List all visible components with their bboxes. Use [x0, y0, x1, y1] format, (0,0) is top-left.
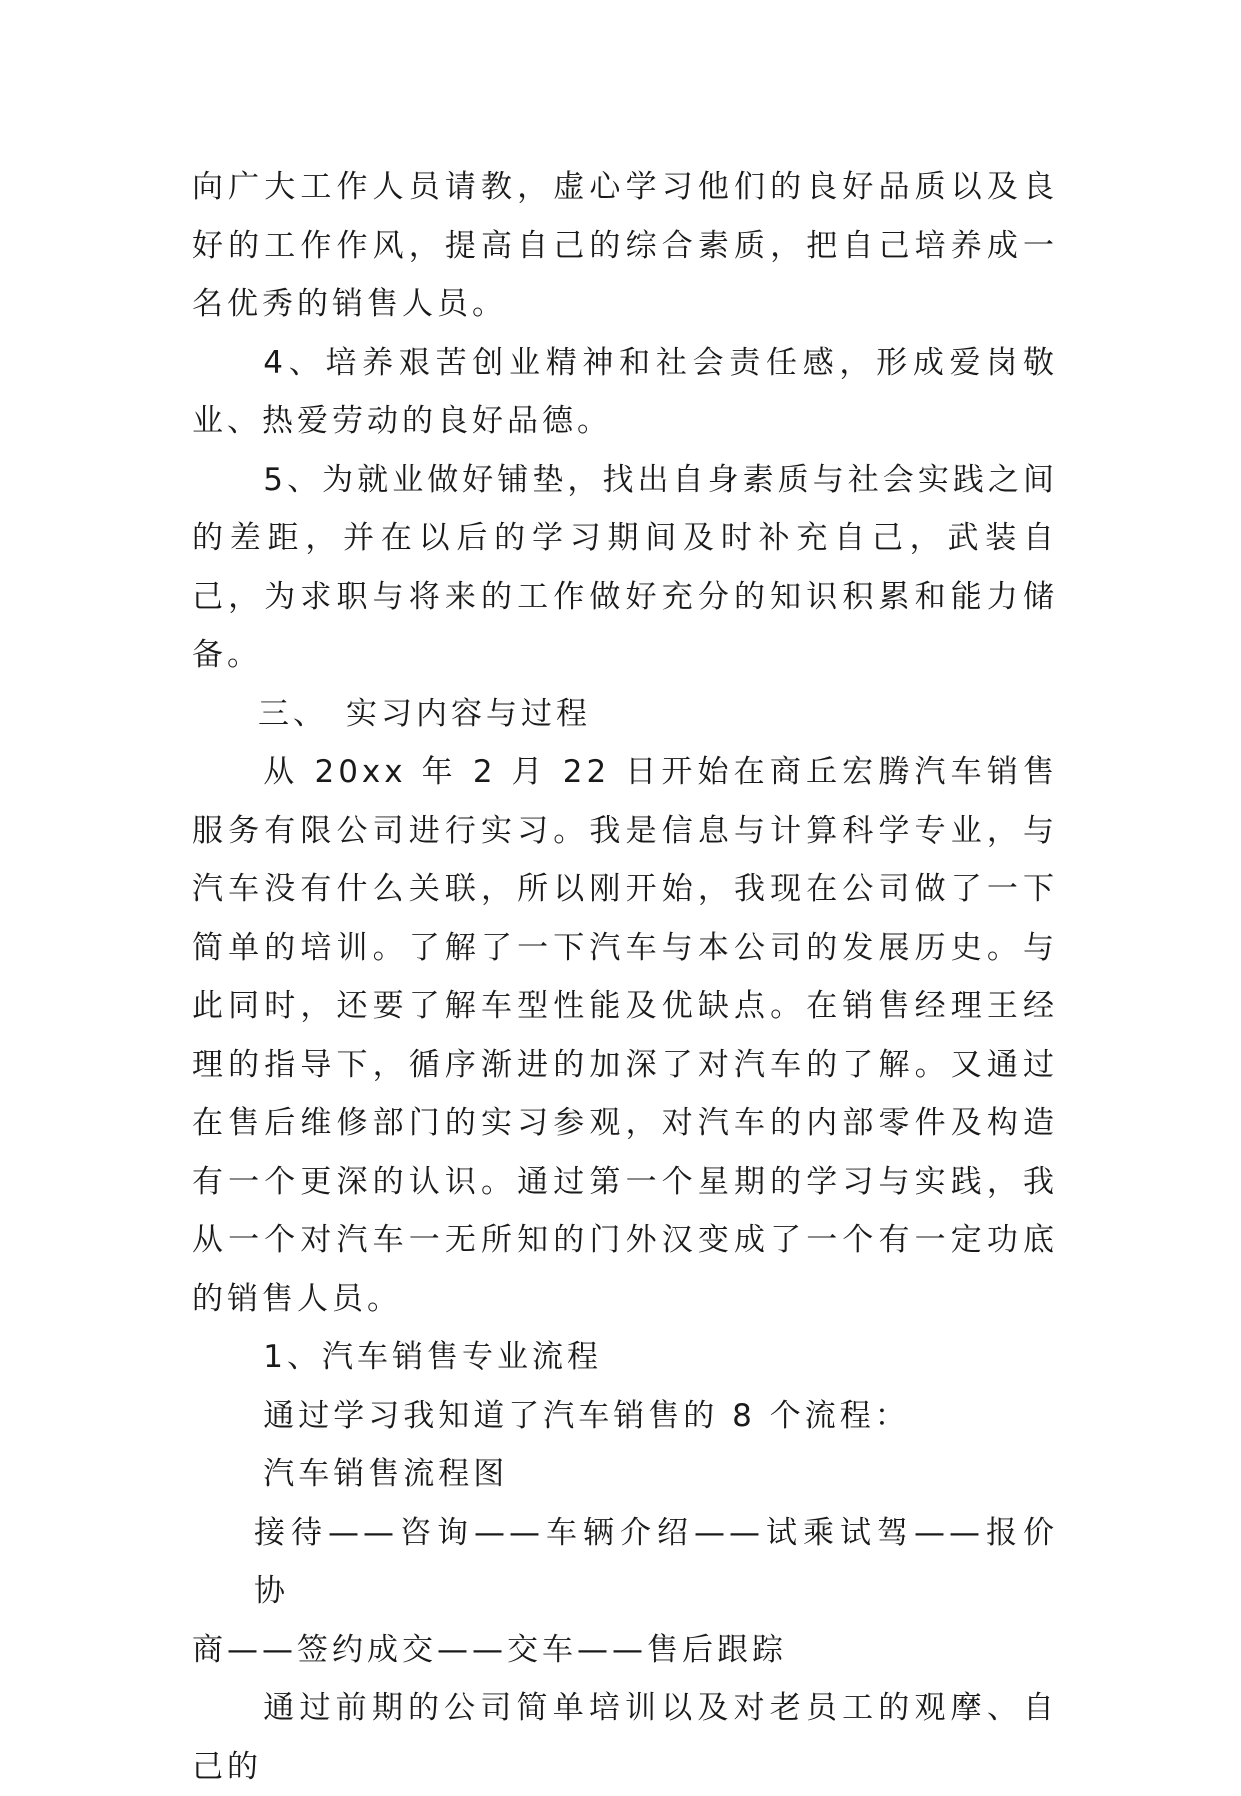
paragraph-item-5: 5、为就业做好铺垫，找出自身素质与社会实践之间的差距，并在以后的学习期间及时补充自己，武装自己，为求职与将来的工作做好充分的知识积累和能力储备。 [192, 461, 1058, 673]
paragraph-internship-intro: 从 20xx 年 2 月 22 日开始在商丘宏腾汽车销售服务有限公司进行实习。我是信息与计算科学专业，与汽车没有什么关联，所以刚开始，我现在公司做了一下简单的培训。了解了一下汽车与本公司的发展历史。与此同时，还要了解车型性能及优缺点。在销售经理王经理的指导下，循序渐进的加深了对汽车的了解。又通过在售后维修部门的实习参观，对汽车的内部零件及构造有一个更深的认识。通过第一个星期的学习与实践，我从一个对汽车一无所知的门外汉变成了一个有一定功底的销售人员。 [192, 754, 1058, 1317]
flowchart-steps [192, 1504, 1058, 1680]
flowchart-steps-line-1: 接待——咨询——车辆介绍——试乘试驾——报价协 [254, 1514, 1058, 1609]
flowchart-steps-line-2: 商——签约成交——交车——售后跟踪 [192, 1631, 787, 1668]
section-title: 实习内容与过程 [346, 695, 591, 732]
paragraph-item-4: 4、培养艰苦创业精神和社会责任感，形成爱岗敬业、热爱劳动的良好品德。 [192, 344, 1058, 439]
flowchart-title: 汽车销售流程图 [263, 1456, 509, 1492]
paragraph-eight-steps: 通过学习我知道了汽车销售的 8 个流程： [263, 1397, 910, 1434]
section-number: 三、 [258, 695, 328, 732]
subheading-sales-process: 1、汽车销售专业流程 [263, 1339, 603, 1375]
document-body [192, 158, 1058, 1796]
paragraph-training-observation: 通过前期的公司简单培训以及对老员工的观摩、自己的 [192, 1690, 1058, 1785]
paragraph-learning-from-staff: 向广大工作人员请教，虚心学习他们的良好品质以及良好的工作作风，提高自己的综合素质，把自己培养成一名优秀的销售人员。 [192, 169, 1058, 322]
section-heading-3 [192, 685, 1058, 744]
